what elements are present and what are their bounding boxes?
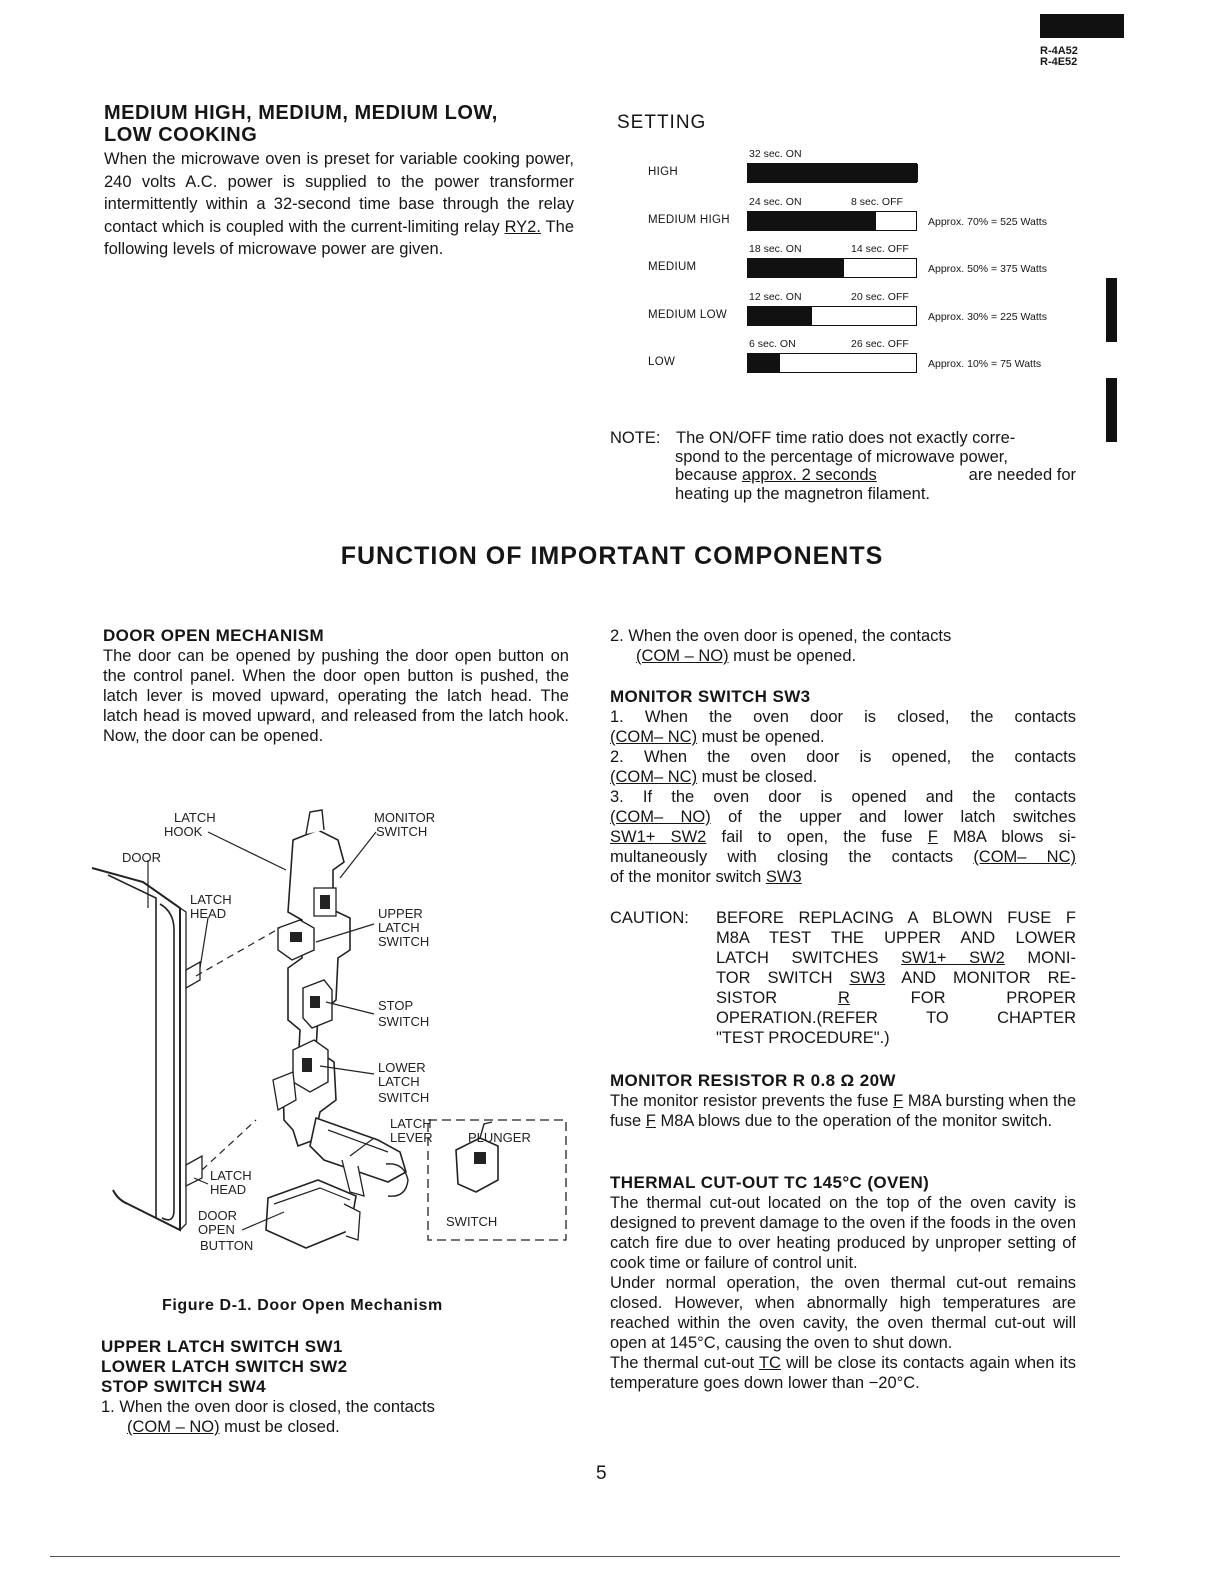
door-mechanism-figure bbox=[88, 800, 588, 1260]
setting-bar bbox=[747, 306, 917, 326]
fig-label-button: BUTTON bbox=[200, 1238, 254, 1253]
thermal-paragraph-2: Under normal operation, the oven thermal cut-out remains closed. However, when abnormally high temperatures are reached within the oven cavity, the oven thermal cut-out will open at 145°C, causing the oven to shut down. bbox=[610, 1274, 1076, 1352]
caution-line-5: SISTOR R FOR PROPER bbox=[716, 989, 1076, 1007]
monitor-item-3-line-4: multaneously with closing the contacts (COM– NC) bbox=[610, 848, 1077, 866]
latch-switch-section bbox=[101, 1337, 571, 1437]
caution-line-4: TOR SWITCH SW3 AND MONITOR RE- bbox=[716, 969, 1076, 987]
main-title: FUNCTION OF IMPORTANT COMPONENTS bbox=[340, 542, 884, 570]
cooking-title-2: LOW COOKING bbox=[104, 124, 258, 146]
latch-item-1-line-2: (COM – NO) must be closed. bbox=[127, 1418, 340, 1436]
setting-bar-on-segment bbox=[748, 307, 812, 325]
caution-line-1: BEFORE REPLACING A BLOWN FUSE F bbox=[716, 909, 1076, 927]
fig-label-switch-detail: SWITCH bbox=[446, 1214, 498, 1229]
fig-label-open: OPEN bbox=[198, 1222, 235, 1237]
cooking-title-1: MEDIUM HIGH, MEDIUM, MEDIUM LOW, bbox=[104, 102, 498, 124]
thermal-title: THERMAL CUT-OUT TC 145°C (OVEN) bbox=[610, 1173, 930, 1192]
setting-approx-power: Approx. 10% = 75 Watts bbox=[928, 358, 1042, 370]
fig-label-lower-latch: LATCH bbox=[378, 1074, 420, 1089]
caution-line-7: "TEST PROCEDURE".) bbox=[716, 1029, 890, 1047]
model-number-1: R-4A52 bbox=[1040, 45, 1078, 57]
footer-rule bbox=[50, 1556, 1120, 1557]
setting-bar bbox=[747, 163, 917, 183]
setting-bar-on-segment bbox=[748, 212, 876, 230]
note-label: NOTE: bbox=[610, 429, 661, 447]
setting-bar bbox=[747, 211, 917, 231]
fig-label-stop-switch: SWITCH bbox=[378, 1014, 430, 1029]
setting-bar bbox=[747, 353, 917, 373]
thermal-paragraph-3: The thermal cut-out TC will be close its contacts again when its temperature goes down lower than −20°C. bbox=[610, 1354, 1076, 1392]
door-title: DOOR OPEN MECHANISM bbox=[103, 626, 325, 645]
setting-level-name: MEDIUM bbox=[648, 261, 697, 273]
fig-label-upper: UPPER bbox=[378, 906, 423, 921]
setting-bar bbox=[747, 258, 917, 278]
monitor-item-3-line-2: (COM– NO) of the upper and lower latch switches bbox=[610, 808, 1077, 826]
latch-title-1: UPPER LATCH SWITCH SW1 bbox=[101, 1337, 343, 1356]
fig-label-door-2: DOOR bbox=[198, 1208, 237, 1223]
setting-chart bbox=[0, 0, 1224, 380]
setting-off-label: 26 sec. OFF bbox=[851, 338, 909, 350]
monitor-item-2-line-2: (COM– NC) must be closed. bbox=[610, 768, 818, 786]
latch-item-2-line-1: 2. When the oven door is opened, the contacts bbox=[610, 627, 952, 645]
caution-line-2: M8A TEST THE UPPER AND LOWER bbox=[716, 929, 1076, 947]
fig-label-lever: LEVER bbox=[390, 1130, 433, 1145]
fig-label-monitor-switch: SWITCH bbox=[376, 824, 428, 839]
fig-label-door: DOOR bbox=[122, 850, 161, 865]
setting-approx-power: Approx. 50% = 375 Watts bbox=[928, 263, 1047, 275]
note-line-2: spond to the percentage of microwave power, bbox=[675, 447, 1008, 466]
model-number-2: R-4E52 bbox=[1040, 56, 1078, 68]
fig-label-lower: LOWER bbox=[378, 1060, 426, 1075]
fig-label-latch: LATCH bbox=[174, 810, 216, 825]
monitor-item-1-line-2: (COM– NC) must be opened. bbox=[610, 728, 825, 746]
setting-level-name: LOW bbox=[648, 356, 676, 368]
monitor-item-3-line-3: SW1+ SW2 fail to open, the fuse F M8A blows si- bbox=[610, 828, 1076, 846]
door-body: The door can be opened by pushing the door open button on the control panel. When the door open button is pushed, the latch lever is moved upward, operating the latch head. The latch head is moved upward, and released from the latch hook. Now, the door can be opened. bbox=[103, 647, 569, 745]
setting-on-label: 18 sec. ON bbox=[749, 243, 802, 255]
resistor-section bbox=[610, 1071, 1076, 1131]
setting-off-label: 14 sec. OFF bbox=[851, 243, 909, 255]
setting-off-label: 20 sec. OFF bbox=[851, 290, 909, 303]
setting-on-label: 32 sec. ON bbox=[749, 148, 802, 160]
fig-label-upper-switch: SWITCH bbox=[378, 934, 430, 949]
monitor-item-1-line-1: 1. When the oven door is closed, the contacts bbox=[610, 708, 1076, 726]
fig-label-upper-latch: LATCH bbox=[378, 920, 420, 935]
fig-label-head-2: HEAD bbox=[210, 1182, 247, 1197]
thermal-section bbox=[610, 1173, 1076, 1393]
fig-label-plunger: PLUNGER bbox=[468, 1130, 531, 1145]
fig-label-latch-2: LATCH bbox=[190, 892, 232, 907]
setting-on-label: 6 sec. ON bbox=[749, 338, 796, 350]
setting-level-name: HIGH bbox=[648, 166, 678, 178]
monitor-section bbox=[610, 687, 1076, 887]
fig-label-latch-3: LATCH bbox=[210, 1168, 252, 1183]
monitor-item-2-line-1: 2. When the oven door is opened, the contacts bbox=[610, 748, 1076, 766]
fig-label-lower-switch: SWITCH bbox=[378, 1090, 430, 1105]
latch-title-3: STOP SWITCH SW4 bbox=[101, 1377, 267, 1396]
note-line-4: heating up the magnetron filament. bbox=[675, 484, 931, 503]
note-line-3: because approx. 2 seconds are needed for bbox=[675, 466, 1076, 484]
setting-approx-power: Approx. 70% = 525 Watts bbox=[928, 215, 1047, 228]
fig-label-head: HEAD bbox=[190, 906, 227, 921]
setting-bar-on-segment bbox=[748, 259, 844, 277]
setting-level-name: MEDIUM LOW bbox=[648, 308, 728, 321]
latch-title-2: LOWER LATCH SWITCH SW2 bbox=[101, 1357, 348, 1376]
resistor-title: MONITOR RESISTOR R 0.8 Ω 20W bbox=[610, 1071, 896, 1090]
fig-label-lever-latch: LATCH bbox=[390, 1116, 432, 1131]
monitor-title: MONITOR SWITCH SW3 bbox=[610, 687, 811, 706]
latch-item-2-line-2: (COM – NO) must be opened. bbox=[636, 647, 857, 665]
note-line-1: The ON/OFF time ratio does not exactly corre- bbox=[676, 429, 1016, 447]
latch-item-2 bbox=[610, 626, 1076, 666]
fig-label-stop: STOP bbox=[378, 998, 414, 1013]
thermal-paragraph-1: The thermal cut-out located on the top of the oven cavity is designed to prevent damage to the oven if the foods in the oven catch fire due to over heating produced by unproper setting of cook time or failure of control unit. bbox=[610, 1194, 1076, 1272]
note-block bbox=[610, 429, 1076, 503]
latch-item-1-line-1: 1. When the oven door is closed, the contacts bbox=[101, 1398, 435, 1416]
setting-off-label: 8 sec. OFF bbox=[851, 195, 903, 208]
cooking-body: When the microwave oven is preset for variable cooking power, 240 volts A.C. power is supplied to the power transformer intermittently within a 32-second time base through the relay contact which is coupled with the current-limiting relay RY2. The following levels of microwave power are given. bbox=[104, 150, 574, 258]
setting-approx-power: Approx. 30% = 225 Watts bbox=[928, 310, 1047, 323]
resistor-body: The monitor resistor prevents the fuse F M8A bursting when the fuse F M8A blows due to the operation of the monitor switch. bbox=[610, 1092, 1076, 1130]
caution-block bbox=[610, 908, 1076, 1048]
monitor-item-3-line-1: 3. If the oven door is opened and the contacts bbox=[610, 788, 1076, 806]
setting-title: SETTING bbox=[617, 112, 707, 133]
side-mark-bottom bbox=[1106, 378, 1117, 442]
setting-bar-on-segment bbox=[748, 354, 780, 372]
fig-label-monitor: MONITOR bbox=[374, 810, 436, 825]
setting-on-label: 12 sec. ON bbox=[749, 290, 802, 303]
caution-line-6: OPERATION.(REFER TO CHAPTER bbox=[716, 1009, 1076, 1027]
page-number: 5 bbox=[596, 1463, 607, 1484]
setting-level-name: MEDIUM HIGH bbox=[648, 213, 730, 226]
setting-on-label: 24 sec. ON bbox=[749, 195, 802, 208]
figure-caption: Figure D-1. Door Open Mechanism bbox=[162, 1297, 443, 1314]
fig-label-hook: HOOK bbox=[164, 824, 203, 839]
monitor-item-3-line-5: of the monitor switch SW3 bbox=[610, 868, 802, 886]
setting-bar-on-segment bbox=[748, 164, 918, 182]
caution-line-3: LATCH SWITCHES SW1+ SW2 MONI- bbox=[716, 949, 1076, 967]
door-section bbox=[103, 625, 569, 746]
side-mark-top bbox=[1106, 278, 1117, 342]
caution-label: CAUTION: bbox=[610, 909, 689, 927]
